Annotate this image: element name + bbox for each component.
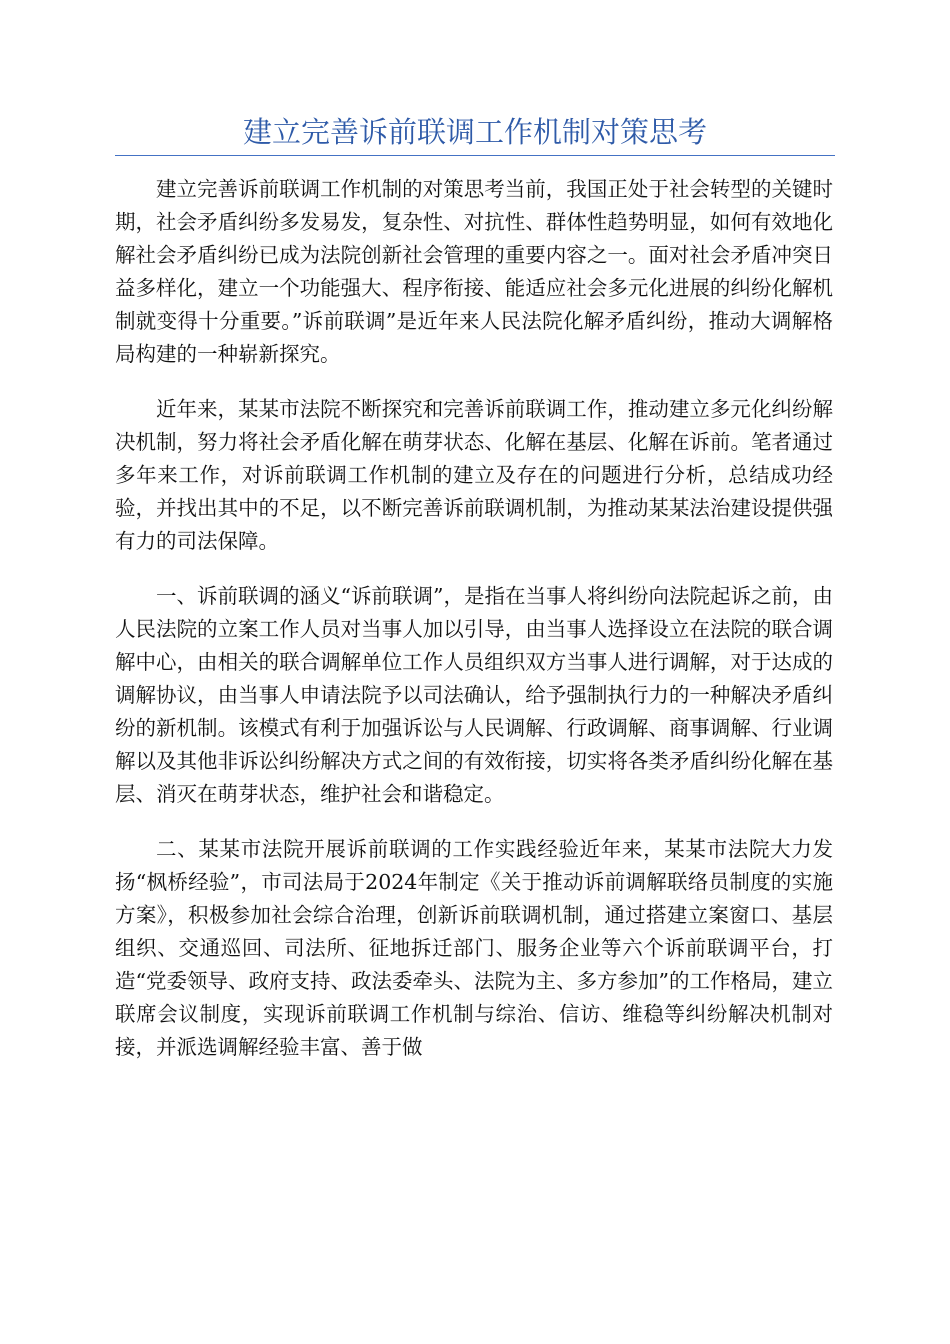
document-title: 建立完善诉前联调工作机制对策思考 bbox=[242, 115, 707, 149]
paragraph-4: 二、某某市法院开展诉前联调的工作实践经验近年来，某某市法院大力发扬“枫桥经验”，市司法局于2024年制定《关于推动诉前调解联络员制度的实施方案》，积极参加社会综合治理，创新诉前联调机制，通过搭建立案窗口、基层组织、交通巡回、司法所、征地拆迁部门、服务企业等六个诉前联调平台，打造“党委领导、政府支持、政法委牵头、法院为主、多方参加”的工作格局，建立联席会议制度，实现诉前联调工作机制与综治、信访、维稳等纠纷解决机制对接，并派选调解经验丰富、善于做 bbox=[115, 837, 833, 1059]
paragraph-3: 一、诉前联调的涵义“诉前联调”，是指在当事人将纠纷向法院起诉之前，由人民法院的立案工作人员对当事人加以引导，由当事人选择设立在法院的联合调解中心，由相关的联合调解单位工作人员组织双方当事人进行调解，对于达成的调解协议，由当事人申请法院予以司法确认，给予强制执行力的一种解决矛盾纠纷的新机制。该模式有利于加强诉讼与人民调解、行政调解、商事调解、行业调解以及其他非诉讼纠纷解决方式之间的有效衔接，切实将各类矛盾纠纷化解在基层、消灭在萌芽状态，维护社会和谐稳定。 bbox=[115, 584, 833, 806]
paragraph-1: 建立完善诉前联调工作机制的对策思考当前，我国正处于社会转型的关键时期，社会矛盾纠纷多发易发，复杂性、对抗性、群体性趋势明显，如何有效地化解社会矛盾纠纷已成为法院创新社会管理的重要内容之一。面对社会矛盾冲突日益多样化，建立一个功能强大、程序衔接、能适应社会多元化进展的纠纷化解机制就变得十分重要。”诉前联调”是近年来人民法院化解矛盾纠纷，推动大调解格局构建的一种崭新探究。 bbox=[115, 177, 833, 366]
title-underline bbox=[115, 155, 835, 156]
paragraph-2: 近年来，某某市法院不断探究和完善诉前联调工作，推动建立多元化纠纷解决机制，努力将社会矛盾化解在萌芽状态、化解在基层、化解在诉前。笔者通过多年来工作，对诉前联调工作机制的建立及存在的问题进行分析，总结成功经验，并找出其中的不足，以不断完善诉前联调机制，为推动某某法治建设提供强有力的司法保障。 bbox=[115, 397, 833, 553]
document-body bbox=[115, 173, 833, 1086]
